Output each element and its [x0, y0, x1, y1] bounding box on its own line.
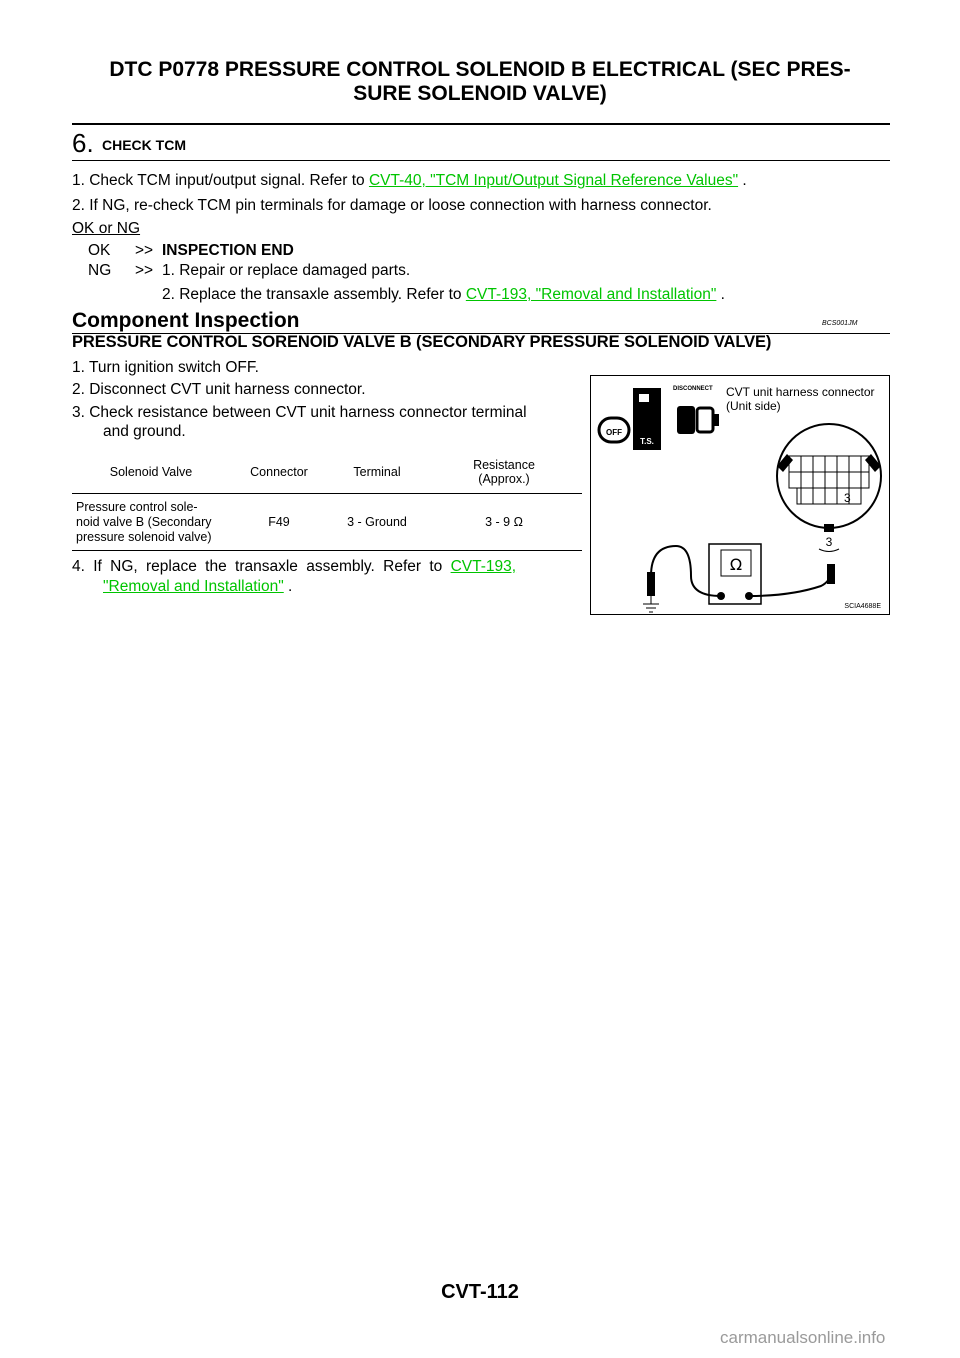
terminal-label: 3 — [844, 491, 851, 505]
ng-result-2-text: 2. Replace the transaxle assembly. Refer to — [162, 286, 466, 303]
terminal-callout: 3 — [825, 535, 833, 549]
step-number: 6. — [72, 128, 94, 158]
step-item-1-text: 1. Check TCM input/output signal. Refer to — [72, 172, 369, 189]
ignition-off-icon — [599, 418, 629, 442]
section-title: Component Inspection — [72, 309, 300, 332]
ng-result-2-end: . — [716, 286, 725, 303]
ok-result: INSPECTION END — [162, 242, 294, 259]
cell-valve-line2: noid valve B (Secondary — [76, 514, 212, 529]
removal-installation-link-2b[interactable]: "Removal and Installation" — [103, 578, 284, 595]
disconnect-icon — [673, 386, 719, 434]
figure-code: SCIA4688E — [844, 603, 881, 610]
inspection-step-3: 3. Check resistance between CVT unit harness connector terminal — [72, 404, 527, 421]
ok-arrow: >> — [135, 242, 154, 259]
header-solenoid-valve: Solenoid Valve — [72, 451, 230, 494]
page-title — [60, 58, 900, 106]
ng-label: NG — [88, 262, 112, 279]
inspection-step-4-text: 4. If NG, replace the transaxle assembly. Refer to — [72, 558, 451, 575]
step-item-2: 2. If NG, re-check TCM pin terminals for damage or loose connection with harness connector. — [72, 197, 712, 214]
inspection-step-1: 1. Turn ignition switch OFF. — [72, 359, 259, 376]
cell-valve-line1: Pressure control sole- — [76, 499, 198, 514]
section-subtitle: PRESSURE CONTROL SORENOID VALVE B (SECONDARY PRESSURE SOLENOID VALVE) — [72, 333, 772, 351]
ng-result-1: 1. Repair or replace damaged parts. — [162, 262, 411, 279]
table-header-row — [72, 451, 582, 494]
header-connector: Connector — [230, 451, 328, 494]
cell-valve-line3: pressure solenoid valve) — [76, 529, 212, 544]
probe-terminal — [827, 564, 835, 584]
inspection-step-4-cont — [103, 577, 292, 596]
inspection-step-4-end: . — [283, 578, 293, 595]
header-resistance-line1: Resistance — [473, 458, 535, 472]
watermark: carmanualsonline.info — [720, 1328, 886, 1347]
inspection-step-4 — [72, 557, 582, 576]
connector-label-line2: (Unit side) — [726, 399, 781, 413]
step-title: CHECK TCM — [102, 137, 186, 153]
probe-ground — [647, 572, 655, 596]
section-ref-code: BCS001JM — [822, 320, 858, 327]
wiring-figure — [590, 375, 890, 615]
ground-symbol — [643, 596, 659, 612]
ok-label: OK — [88, 242, 111, 259]
step-top-rule — [72, 123, 890, 125]
connector-label-line1: CVT unit harness connector — [726, 385, 875, 399]
ts-text: T.S. — [640, 437, 654, 446]
off-text: OFF — [606, 428, 622, 437]
disconnect-text: DISCONNECT — [673, 386, 713, 392]
page-number: CVT-112 — [441, 1281, 519, 1303]
step-item-1 — [72, 171, 747, 190]
header-resistance-line2: (Approx.) — [478, 472, 530, 486]
ng-result-2 — [162, 285, 725, 304]
removal-installation-link-2a[interactable]: CVT-193, — [450, 558, 517, 575]
inspection-step-3-cont: and ground. — [103, 423, 186, 440]
removal-installation-link-1[interactable]: CVT-193, "Removal and Installation" — [465, 286, 717, 303]
cell-connector: F49 — [230, 494, 328, 551]
header-resistance — [426, 451, 582, 494]
wiring-diagram — [591, 376, 889, 614]
step-item-1-end: . — [738, 172, 747, 189]
tcm-reference-link[interactable]: CVT-40, "TCM Input/Output Signal Reference Values" — [368, 172, 739, 189]
cell-solenoid-valve — [72, 494, 230, 551]
header-terminal: Terminal — [328, 451, 426, 494]
ok-or-ng-label: OK or NG — [72, 220, 141, 237]
cell-terminal: 3 - Ground — [328, 494, 426, 551]
resistance-table — [72, 451, 582, 551]
table-row — [72, 494, 582, 551]
ohm-symbol: Ω — [729, 555, 743, 574]
page-title-line2: SURE SOLENOID VALVE) — [353, 82, 607, 105]
cell-resistance: 3 - 9 Ω — [426, 494, 582, 551]
ts-icon — [633, 388, 661, 450]
harness-connector — [777, 424, 881, 532]
page-title-line1: DTC P0778 PRESSURE CONTROL SOLENOID B ELECTRICAL (SEC PRES- — [109, 58, 851, 81]
ng-arrow: >> — [135, 262, 154, 279]
inspection-step-2: 2. Disconnect CVT unit harness connector. — [72, 381, 366, 398]
step-bottom-rule — [72, 160, 890, 161]
